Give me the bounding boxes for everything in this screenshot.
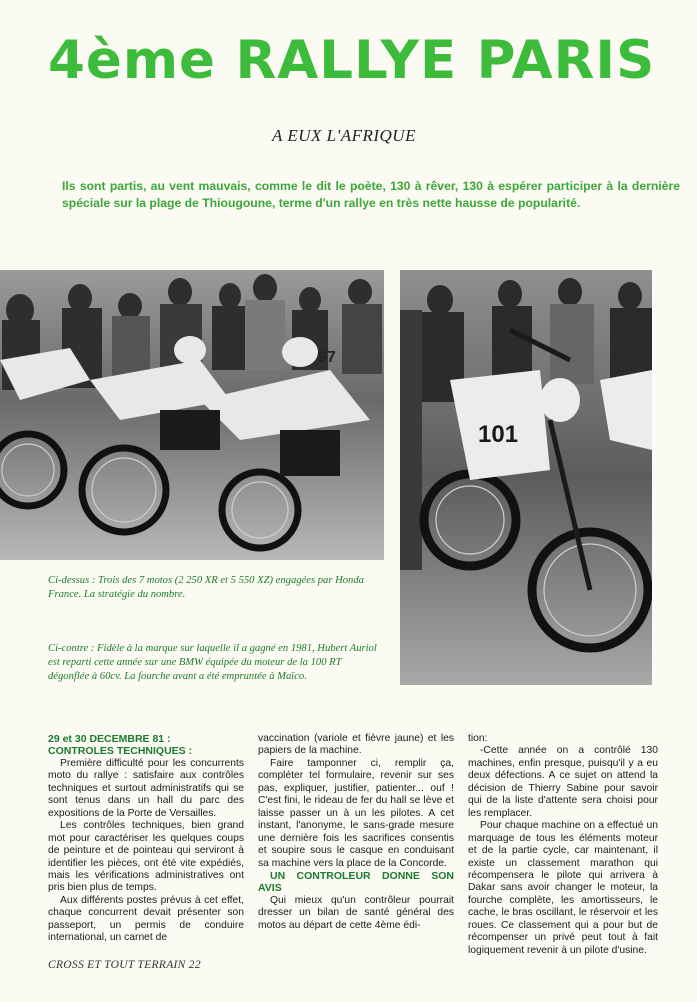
article-lead: Ils sont partis, au vent mauvais, comme le dit le poète, 130 à rêver, 130 à espérer participer à la dernière spéciale sur la plage de Thiougoune, terme d'un rallye en très nette hausse de popularité. [62,179,680,210]
section-heading-controles: CONTROLES TECHNIQUES : [48,745,193,758]
section-date: 29 et 30 DECEMBRE 81 : [48,733,171,745]
paragraph: vaccination (variole et fièvre jaune) et les papiers de la machine. [258,733,454,757]
paragraph: Aux différents postes prévus à cet effet, chaque concurrent devait présenter son passeport, un permis de conduire international, un carnet de [48,894,244,944]
paragraph: Qui mieux qu'un contrôleur pourrait dresser un bilan de santé général des motos au départ de cette 4ème édi- [258,894,454,931]
paragraph: -Cette année on a contrôlé 130 machines, enfin presque, puisqu'il y a eu deux défections. A ce sujet on attend la décision de Thierry Sabine pour savoir qui de la liste d'attente sera choisi pour les remplacer. [468,745,658,819]
photo-bmw-bike-image [400,270,652,685]
paragraph: Pour chaque machine on a effectué un marquage de tous les éléments moteur et de la partie cycle, car maintenant, il existe un classement marathon qui récompensera le pilote qui arrivera à Dakar sans avoir changer le moteur, la fourche complète, les amortisseurs, le cache, le bras oscillant, le réservoir et les roues. Ce classement qui a pour but de récompenser un privé peut tout à fait logiquement revenir à un pilote d'usine. [468,820,658,956]
photo-bmw-bike [400,270,652,685]
text-column-2 [258,733,454,932]
article-title: 4ème RALLYE PARIS [48,30,656,91]
paragraph: Première difficulté pour les concurrents moto du rallye : satisfaire aux contrôles techniques et surtout administratifs qui se sont tenus dans un hall du parc des expositions de la Porte de Versailles. [48,757,244,819]
article-subtitle: A EUX L'AFRIQUE [272,126,416,145]
text-column-1 [48,733,244,945]
page-footer: CROSS ET TOUT TERRAIN 22 [48,959,201,971]
paragraph: tion: [468,733,488,744]
caption-opposite: Ci-contre : Fidèle à la marque sur laquelle il a gagné en 1981, Hubert Auriol est reparti cette année sur une BMW équipée du moteur de la 100 RT dégonflée à 60cv. La fourche avant a été empruntée à Maïco. [48,643,377,682]
photo-honda-bikes [0,270,384,560]
paragraph: Les contrôles techniques, bien grand mot pour caractériser les quelques coups de peinture et de pointeau qui serviront à identifier les pièces, ont été vite expédiés, mais les vérifications administratives ont pris bien plus de temps. [48,820,244,894]
bike-number-97: 97 [318,349,336,366]
section-heading-controleur: UN CONTROLEUR DONNE SON AVIS [258,869,454,895]
text-column-3 [468,733,658,957]
bike-number-101: 101 [478,421,519,448]
caption-above: Ci-dessus : Trois des 7 motos (2 250 XR et 5 550 XZ) engagées par Honda France. La stratégie du nombre. [48,575,364,600]
paragraph: Faire tamponner ci, remplir ça, compléter tel formulaire, revenir sur ses pas, expliquer, justifier, patienter... ouf ! C'est fini, le rideau de fer du hall se lève et laisse passer un à un les pilotes. A cet instant, l'anonyme, le sans-grade mesure une dernière fois les sacrifices consentis et soupire sous le casque en conduisant sa machine vers la place de la Concorde. [258,757,454,869]
photo-honda-bikes-image [0,270,384,560]
